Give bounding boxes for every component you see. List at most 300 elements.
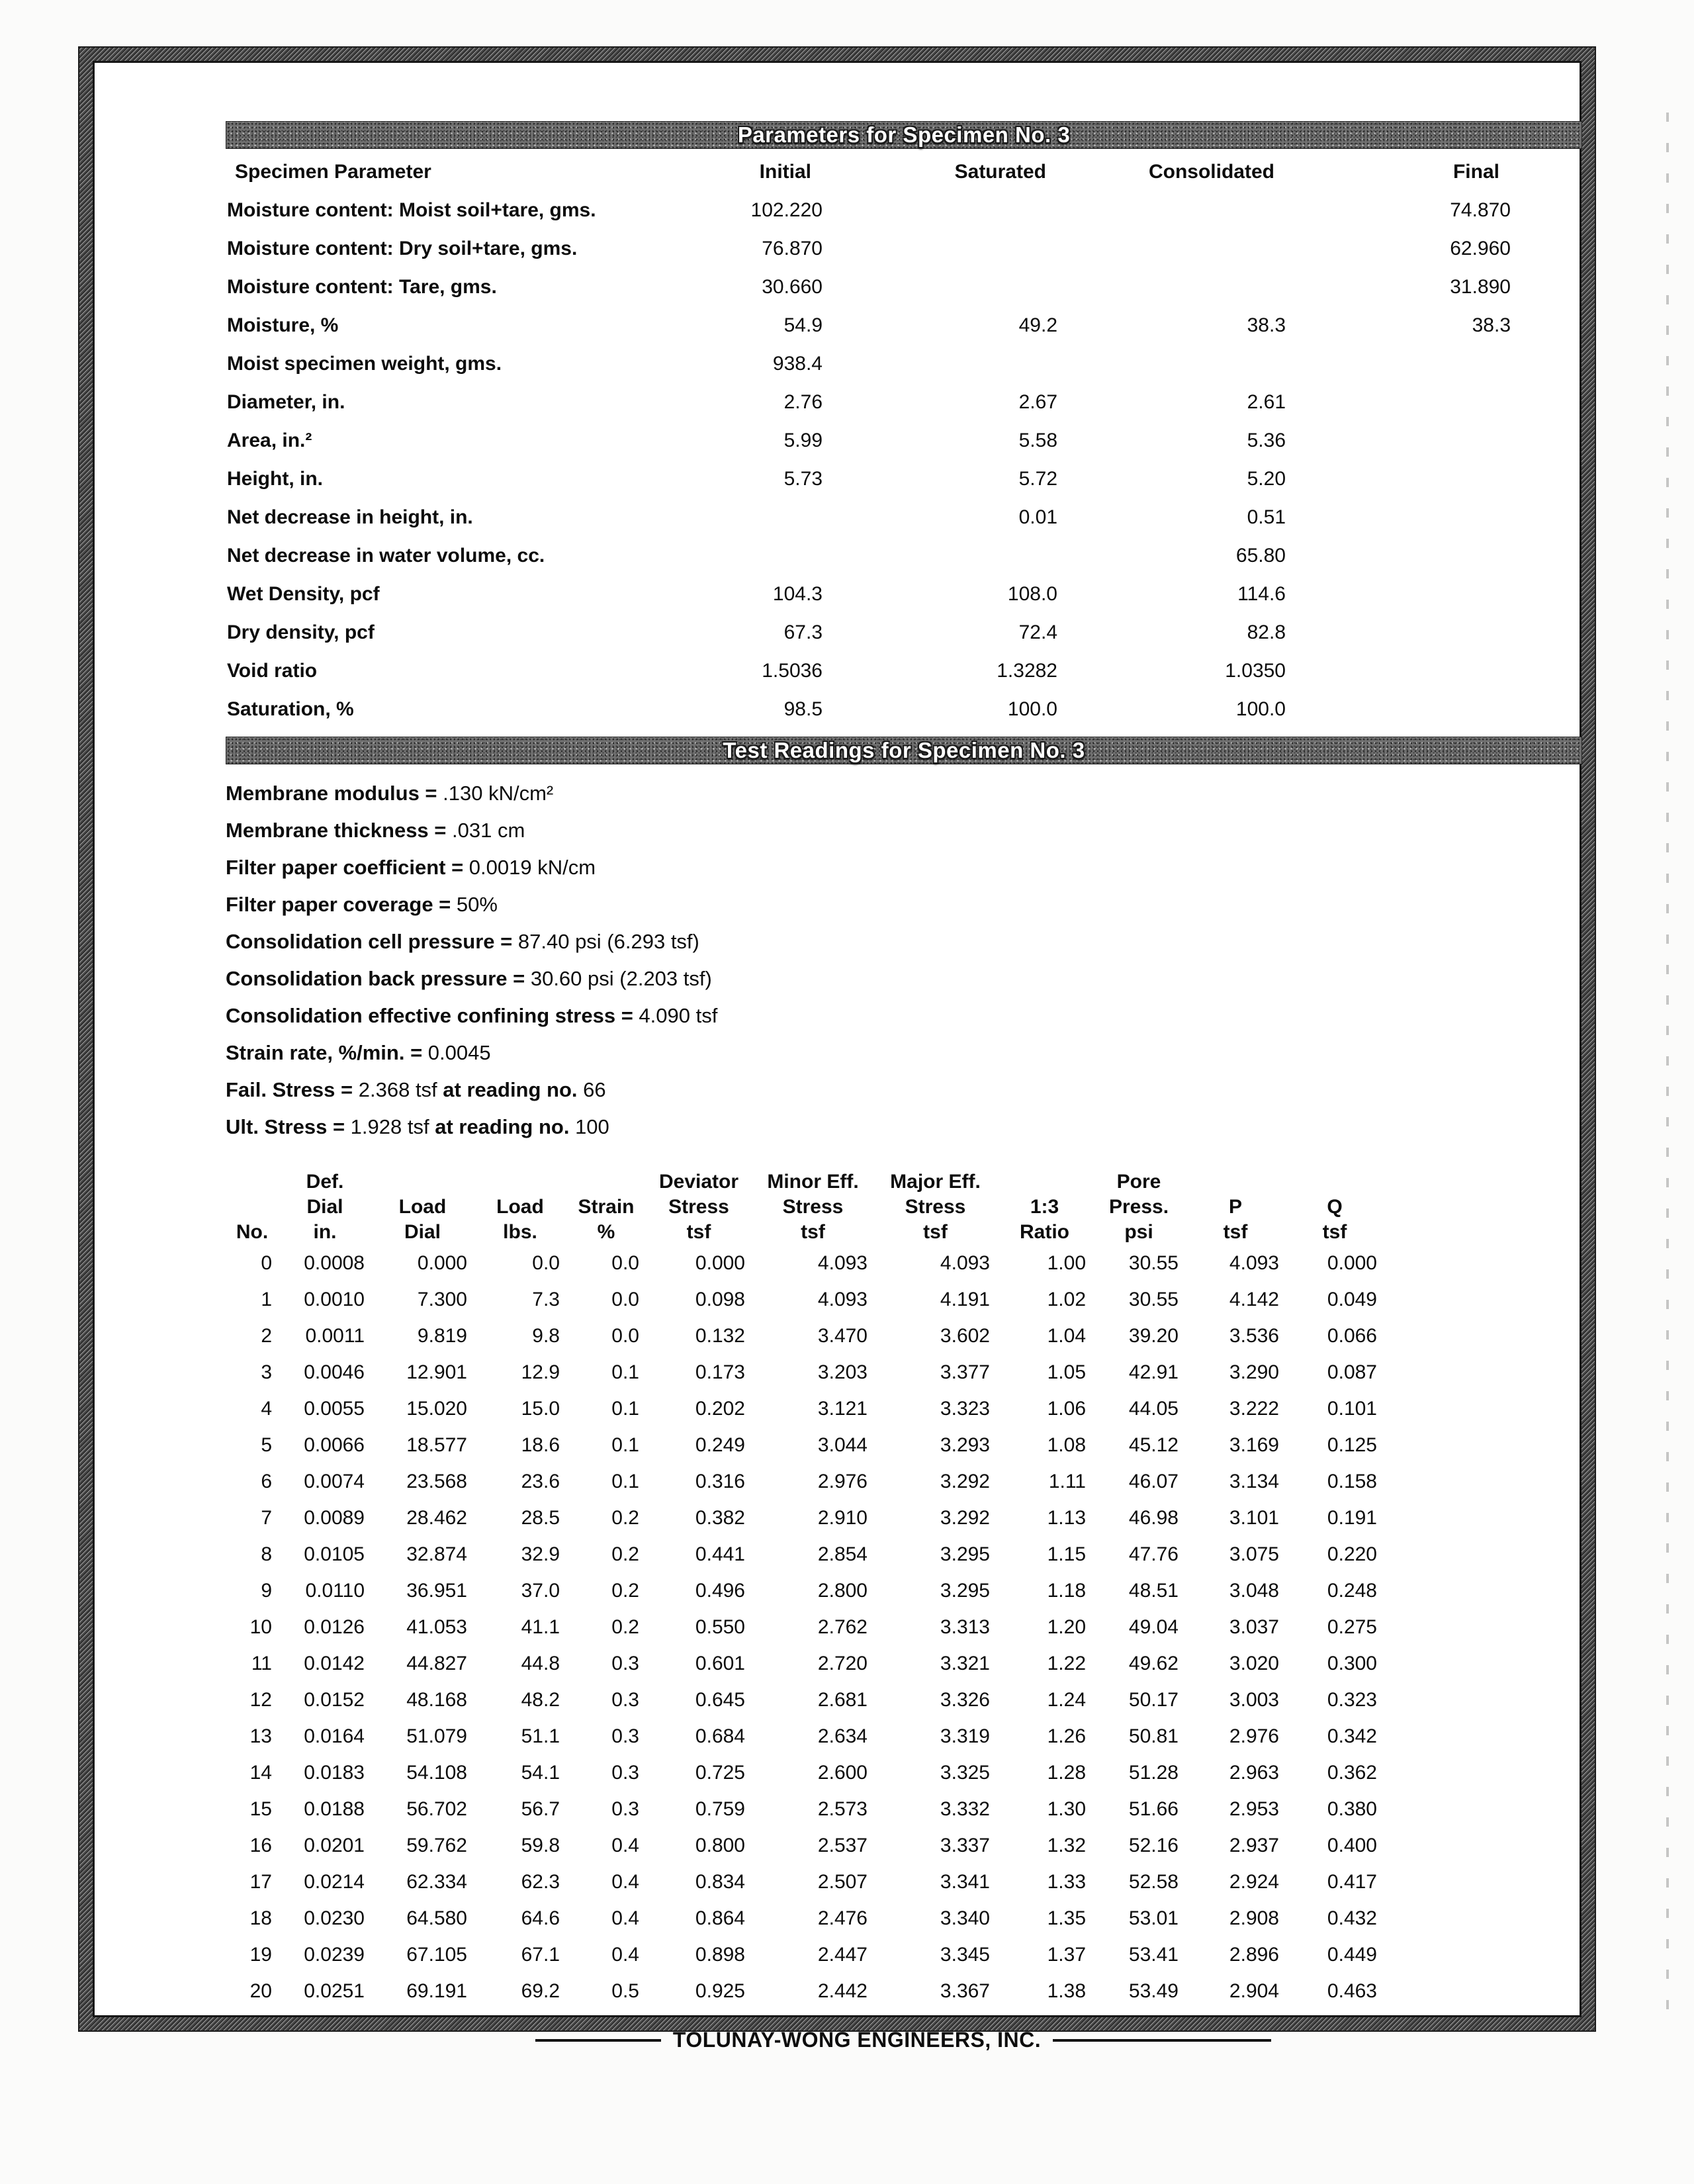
- parameter-row: [226, 460, 1516, 498]
- reading-value: 0.898: [695, 1943, 745, 1966]
- parameters-header-row: [226, 153, 1516, 191]
- col-header-final: Final: [1452, 161, 1499, 183]
- reading-value: 50.81: [1128, 1725, 1179, 1747]
- parameter-row: [226, 575, 1516, 614]
- reading-value: 44.827: [406, 1652, 467, 1674]
- info-label: Consolidation cell pressure =: [226, 930, 513, 953]
- reading-value: 3.470: [817, 1324, 868, 1347]
- parameter-label: Diameter, in.: [227, 391, 345, 413]
- reading-value: 47.76: [1128, 1543, 1179, 1565]
- test-info-line: [226, 997, 1573, 1034]
- reading-value: 1.37: [1047, 1943, 1086, 1966]
- parameter-value: [636, 537, 828, 575]
- parameter-value: [1063, 230, 1291, 268]
- parameter-value: [828, 230, 1063, 268]
- reading-value: 3.203: [817, 1361, 868, 1383]
- reading-value: 1.24: [1047, 1688, 1086, 1711]
- reading-value: 0.864: [695, 1907, 745, 1929]
- reading-value: 0.925: [695, 1979, 745, 2002]
- parameter-value: [1291, 345, 1516, 383]
- parameters-table-body: [226, 191, 1516, 729]
- reading-value: 2.447: [817, 1943, 868, 1966]
- reading-value: 3.044: [817, 1433, 868, 1456]
- reading-value: 48.51: [1128, 1579, 1179, 1602]
- reading-value: 0.3: [611, 1652, 639, 1674]
- reading-value: 3.340: [940, 1907, 990, 1929]
- test-info-line: [226, 886, 1573, 923]
- parameter-value: 102.220: [750, 199, 823, 221]
- parameter-value: 38.3: [1247, 314, 1286, 336]
- reading-value: 2.963: [1229, 1761, 1279, 1784]
- reading-number: 9: [261, 1579, 272, 1602]
- reading-number: 19: [249, 1943, 272, 1966]
- info-value: 50%: [451, 893, 498, 916]
- reading-value: 30.55: [1128, 1251, 1179, 1274]
- readings-row: [226, 1500, 1384, 1536]
- reading-value: 30.55: [1128, 1288, 1179, 1310]
- readings-table-body: [226, 1245, 1384, 2009]
- reading-value: 0.0066: [304, 1433, 365, 1456]
- reading-value: 0.0183: [304, 1761, 365, 1784]
- reading-value: 3.319: [940, 1725, 990, 1747]
- reading-value: 23.6: [521, 1470, 560, 1492]
- test-info-line: [226, 1071, 1573, 1109]
- readings-column-header: Ratio: [1020, 1221, 1069, 1243]
- parameters-table-header: [226, 153, 1516, 191]
- reading-value: 0.0126: [304, 1615, 365, 1638]
- reading-value: 0.0230: [304, 1907, 365, 1929]
- info-label: at reading no.: [443, 1078, 578, 1101]
- reading-value: 3.293: [940, 1433, 990, 1456]
- reading-value: 1.05: [1047, 1361, 1086, 1383]
- parameter-value: 108.0: [1007, 583, 1057, 605]
- parameter-value: 2.76: [783, 391, 823, 413]
- info-value: 0.0019 kN/cm: [463, 856, 596, 879]
- readings-column-header: [566, 1169, 646, 1195]
- reading-value: 52.58: [1128, 1870, 1179, 1893]
- reading-value: 2.476: [817, 1907, 868, 1929]
- col-header-initial: Initial: [759, 161, 811, 183]
- reading-value: 1.35: [1047, 1907, 1086, 1929]
- readings-column-header: Press.: [1108, 1196, 1169, 1218]
- parameter-value: [1291, 422, 1516, 460]
- info-value: .130 kN/cm²: [437, 782, 554, 805]
- reading-value: 7.300: [417, 1288, 467, 1310]
- reading-value: 0.000: [417, 1251, 467, 1274]
- reading-value: 48.168: [406, 1688, 467, 1711]
- readings-row: [226, 1900, 1384, 1936]
- reading-value: 0.759: [695, 1797, 745, 1820]
- parameter-label: Moisture content: Tare, gms.: [227, 276, 497, 298]
- reading-value: 0.0046: [304, 1361, 365, 1383]
- reading-value: 2.573: [817, 1797, 868, 1820]
- parameter-value: 54.9: [783, 314, 823, 336]
- reading-value: 0.000: [695, 1251, 745, 1274]
- reading-value: 2.600: [817, 1761, 868, 1784]
- col-header-consolidated: Consolidated: [1148, 161, 1274, 183]
- parameter-value: 0.51: [1247, 506, 1286, 528]
- reading-value: 1.08: [1047, 1433, 1086, 1456]
- reading-value: 15.020: [406, 1397, 467, 1420]
- readings-row: [226, 1281, 1384, 1318]
- parameter-value: 1.0350: [1225, 660, 1286, 682]
- reading-value: 0.049: [1327, 1288, 1377, 1310]
- reading-value: 52.16: [1128, 1834, 1179, 1856]
- readings-column-header: tsf: [1223, 1221, 1248, 1243]
- readings-row: [226, 1463, 1384, 1500]
- reading-value: 0.400: [1327, 1834, 1377, 1856]
- info-label: Ult. Stress =: [226, 1115, 345, 1138]
- parameter-value: [828, 345, 1063, 383]
- reading-value: 2.976: [817, 1470, 868, 1492]
- readings-column-header: [1185, 1169, 1286, 1195]
- parameter-value: [1063, 268, 1291, 306]
- reading-value: 62.3: [521, 1870, 560, 1893]
- readings-column-header: Deviator: [658, 1171, 739, 1193]
- reading-value: 0.249: [695, 1433, 745, 1456]
- reading-value: 51.079: [406, 1725, 467, 1747]
- reading-value: 67.1: [521, 1943, 560, 1966]
- parameter-value: 30.660: [762, 276, 823, 298]
- readings-header-row: [226, 1195, 1384, 1220]
- parameter-label: Net decrease in water volume, cc.: [227, 545, 545, 567]
- parameter-row: [226, 652, 1516, 690]
- readings-row: [226, 1609, 1384, 1645]
- scan-artifact-marks: [1666, 113, 1669, 2019]
- reading-number: 18: [249, 1907, 272, 1929]
- reading-value: 41.1: [521, 1615, 560, 1638]
- readings-row: [226, 1245, 1384, 1281]
- reading-value: 3.075: [1229, 1543, 1279, 1565]
- parameter-value: 1.5036: [762, 660, 823, 682]
- parameter-value: [636, 498, 828, 537]
- parameter-value: 31.890: [1450, 276, 1511, 298]
- reading-value: 0.066: [1327, 1324, 1377, 1347]
- test-info-line: [226, 849, 1573, 886]
- parameter-value: 72.4: [1018, 621, 1057, 643]
- parameter-value: 1.3282: [997, 660, 1057, 682]
- reading-value: 1.15: [1047, 1543, 1086, 1565]
- reading-value: 0.000: [1327, 1251, 1377, 1274]
- reading-value: 3.020: [1229, 1652, 1279, 1674]
- reading-value: 1.18: [1047, 1579, 1086, 1602]
- reading-value: 0.0201: [304, 1834, 365, 1856]
- readings-column-header: Def.: [306, 1171, 344, 1193]
- reading-value: 1.38: [1047, 1979, 1086, 2002]
- readings-column-header: in.: [313, 1221, 337, 1243]
- reading-value: 0.098: [695, 1288, 745, 1310]
- reading-value: 0.1: [611, 1470, 639, 1492]
- reading-value: 3.222: [1229, 1397, 1279, 1420]
- test-info-line: [226, 812, 1573, 849]
- reading-value: 0.275: [1327, 1615, 1377, 1638]
- reading-number: 7: [261, 1506, 272, 1529]
- reading-value: 54.108: [406, 1761, 467, 1784]
- readings-row: [226, 1390, 1384, 1427]
- parameter-row: [226, 268, 1516, 306]
- reading-value: 12.9: [521, 1361, 560, 1383]
- reading-value: 0.417: [1327, 1870, 1377, 1893]
- readings-column-header: Stress: [782, 1196, 844, 1218]
- reading-number: 17: [249, 1870, 272, 1893]
- info-value: 0.0045: [422, 1041, 491, 1064]
- reading-value: 64.580: [406, 1907, 467, 1929]
- parameter-value: 5.20: [1247, 468, 1286, 490]
- reading-value: 3.169: [1229, 1433, 1279, 1456]
- reading-value: 44.8: [521, 1652, 560, 1674]
- reading-value: 0.601: [695, 1652, 745, 1674]
- reading-value: 0.173: [695, 1361, 745, 1383]
- reading-value: 0.684: [695, 1725, 745, 1747]
- reading-number: 20: [249, 1979, 272, 2002]
- reading-number: 14: [249, 1761, 272, 1784]
- reading-value: 3.325: [940, 1761, 990, 1784]
- readings-row: [226, 1354, 1384, 1390]
- parameter-value: [1063, 345, 1291, 383]
- info-label: at reading no.: [435, 1115, 570, 1138]
- reading-value: 32.874: [406, 1543, 467, 1565]
- info-label: Filter paper coefficient =: [226, 856, 464, 879]
- reading-value: 0.3: [611, 1725, 639, 1747]
- parameter-value: [828, 191, 1063, 230]
- readings-row: [226, 1536, 1384, 1572]
- reading-value: 18.577: [406, 1433, 467, 1456]
- readings-column-header: [226, 1169, 279, 1195]
- reading-number: 0: [261, 1251, 272, 1274]
- reading-value: 0.132: [695, 1324, 745, 1347]
- parameter-row: [226, 345, 1516, 383]
- reading-value: 3.323: [940, 1397, 990, 1420]
- reading-value: 0.3: [611, 1688, 639, 1711]
- parameter-row: [226, 498, 1516, 537]
- reading-value: 69.2: [521, 1979, 560, 2002]
- reading-value: 0.316: [695, 1470, 745, 1492]
- reading-value: 56.7: [521, 1797, 560, 1820]
- parameter-value: 98.5: [783, 698, 823, 720]
- test-readings-banner: Test Readings for Specimen No. 3: [226, 737, 1582, 764]
- parameter-value: [1063, 191, 1291, 230]
- reading-value: 3.326: [940, 1688, 990, 1711]
- reading-value: 0.125: [1327, 1433, 1377, 1456]
- parameter-label: Height, in.: [227, 468, 323, 490]
- reading-value: 0.382: [695, 1506, 745, 1529]
- reading-value: 3.321: [940, 1652, 990, 1674]
- reading-number: 2: [261, 1324, 272, 1347]
- reading-value: 0.0008: [304, 1251, 365, 1274]
- info-label: Strain rate, %/min. =: [226, 1041, 423, 1064]
- readings-column-header: tsf: [1322, 1221, 1347, 1243]
- reading-value: 0.0239: [304, 1943, 365, 1966]
- parameter-value: 5.99: [783, 430, 823, 451]
- reading-value: 0.496: [695, 1579, 745, 1602]
- reading-value: 2.976: [1229, 1725, 1279, 1747]
- reading-value: 0.0: [611, 1324, 639, 1347]
- reading-value: 0.0055: [304, 1397, 365, 1420]
- reading-number: 13: [249, 1725, 272, 1747]
- info-value: 30.60 psi (2.203 tsf): [525, 967, 712, 990]
- info-label: Consolidation effective confining stress =: [226, 1004, 633, 1027]
- reading-value: 54.1: [521, 1761, 560, 1784]
- reading-value: 0.0142: [304, 1652, 365, 1674]
- reading-value: 4.093: [940, 1251, 990, 1274]
- readings-column-header: Dial: [404, 1221, 441, 1243]
- reading-value: 3.536: [1229, 1324, 1279, 1347]
- reading-value: 7.3: [532, 1288, 560, 1310]
- parameter-label: Moist specimen weight, gms.: [227, 353, 502, 375]
- footer-rule-left: [535, 2039, 661, 2042]
- reading-value: 0.441: [695, 1543, 745, 1565]
- reading-value: 3.313: [940, 1615, 990, 1638]
- reading-value: 0.3: [611, 1797, 639, 1820]
- reading-value: 67.105: [406, 1943, 467, 1966]
- reading-value: 51.28: [1128, 1761, 1179, 1784]
- info-value: 1.928 tsf: [345, 1115, 435, 1138]
- readings-column-header: P: [1228, 1196, 1242, 1218]
- reading-value: 2.910: [817, 1506, 868, 1529]
- parameter-value: 5.36: [1247, 430, 1286, 451]
- info-value: 2.368 tsf: [353, 1078, 443, 1101]
- reading-value: 0.2: [611, 1543, 639, 1565]
- parameter-value: 100.0: [1007, 698, 1057, 720]
- readings-column-header: 1:3: [1030, 1196, 1059, 1218]
- reading-value: 59.762: [406, 1834, 467, 1856]
- test-info-line: [226, 923, 1573, 960]
- reading-number: 5: [261, 1433, 272, 1456]
- parameter-row: [226, 306, 1516, 345]
- reading-value: 4.093: [1229, 1251, 1279, 1274]
- reading-value: 2.953: [1229, 1797, 1279, 1820]
- reading-value: 2.681: [817, 1688, 868, 1711]
- reading-value: 53.41: [1128, 1943, 1179, 1966]
- reading-value: 2.924: [1229, 1870, 1279, 1893]
- reading-value: 1.20: [1047, 1615, 1086, 1638]
- reading-value: 0.463: [1327, 1979, 1377, 2002]
- parameter-row: [226, 191, 1516, 230]
- parameter-row: [226, 422, 1516, 460]
- reading-value: 1.11: [1048, 1470, 1086, 1492]
- readings-column-header: Load: [496, 1196, 544, 1218]
- readings-row: [226, 1427, 1384, 1463]
- reading-value: 3.292: [940, 1470, 990, 1492]
- reading-value: 2.507: [817, 1870, 868, 1893]
- reading-value: 15.0: [521, 1397, 560, 1420]
- reading-value: 2.634: [817, 1725, 868, 1747]
- reading-value: 2.537: [817, 1834, 868, 1856]
- parameter-value: 62.960: [1450, 238, 1511, 259]
- reading-value: 2.937: [1229, 1834, 1279, 1856]
- test-info-section: [226, 775, 1573, 1146]
- readings-column-header: [226, 1195, 279, 1220]
- readings-row: [226, 1718, 1384, 1754]
- readings-column-header: Stress: [905, 1196, 966, 1218]
- info-label: Membrane thickness =: [226, 819, 447, 842]
- readings-column-header: tsf: [686, 1221, 711, 1243]
- test-info-line: [226, 1109, 1573, 1146]
- reading-value: 0.248: [1327, 1579, 1377, 1602]
- parameter-label: Net decrease in height, in.: [227, 506, 473, 528]
- reading-value: 3.037: [1229, 1615, 1279, 1638]
- reading-value: 0.0074: [304, 1470, 365, 1492]
- readings-row: [226, 1645, 1384, 1682]
- info-value: 4.090 tsf: [633, 1004, 718, 1027]
- readings-column-header: psi: [1124, 1221, 1153, 1243]
- info-label: Fail. Stress =: [226, 1078, 353, 1101]
- reading-value: 28.462: [406, 1506, 467, 1529]
- readings-row: [226, 1864, 1384, 1900]
- reading-value: 0.0011: [305, 1324, 365, 1347]
- reading-value: 0.220: [1327, 1543, 1377, 1565]
- reading-value: 0.834: [695, 1870, 745, 1893]
- col-header-specimen-parameter: Specimen Parameter: [235, 161, 431, 183]
- reading-value: 49.62: [1128, 1652, 1179, 1674]
- page-content: [93, 61, 1582, 2052]
- footer: [226, 2028, 1581, 2052]
- reading-value: 51.1: [521, 1725, 560, 1747]
- company-name: TOLUNAY-WONG ENGINEERS, INC.: [672, 2028, 1042, 2052]
- reading-value: 3.341: [940, 1870, 990, 1893]
- readings-column-header: lbs.: [503, 1221, 537, 1243]
- reading-value: 3.134: [1229, 1470, 1279, 1492]
- parameter-value: [1291, 498, 1516, 537]
- parameter-value: 114.6: [1237, 583, 1286, 605]
- reading-value: 0.191: [1327, 1506, 1377, 1529]
- reading-value: 0.2: [611, 1579, 639, 1602]
- readings-table: [226, 1169, 1384, 2009]
- reading-number: 3: [261, 1361, 272, 1383]
- reading-value: 9.8: [532, 1324, 560, 1347]
- reading-value: 37.0: [521, 1579, 560, 1602]
- reading-value: 9.819: [417, 1324, 467, 1347]
- readings-row: [226, 1754, 1384, 1791]
- parameter-label: Moisture, %: [227, 314, 339, 336]
- page-border-frame: [78, 46, 1596, 2052]
- reading-value: 32.9: [521, 1543, 560, 1565]
- reading-value: 2.442: [817, 1979, 868, 2002]
- reading-value: 1.06: [1047, 1397, 1086, 1420]
- reading-value: 0.725: [695, 1761, 745, 1784]
- reading-value: 0.2: [611, 1615, 639, 1638]
- reading-value: 1.13: [1047, 1506, 1086, 1529]
- readings-table-header: [226, 1169, 1384, 1245]
- parameter-value: 2.61: [1247, 391, 1286, 413]
- readings-row: [226, 1973, 1384, 2009]
- parameter-value: [1291, 460, 1516, 498]
- reading-value: 44.05: [1128, 1397, 1179, 1420]
- reading-value: 3.003: [1229, 1688, 1279, 1711]
- reading-value: 18.6: [521, 1433, 560, 1456]
- reading-value: 48.2: [521, 1688, 560, 1711]
- parameter-value: 38.3: [1472, 314, 1511, 336]
- readings-column-header: Dial: [306, 1196, 343, 1218]
- reading-value: 39.20: [1128, 1324, 1179, 1347]
- parameter-value: 74.870: [1450, 199, 1511, 221]
- col-header-saturated: Saturated: [954, 161, 1046, 183]
- readings-header-row: [226, 1169, 1384, 1195]
- reading-value: 0.432: [1327, 1907, 1377, 1929]
- reading-value: 3.332: [940, 1797, 990, 1820]
- reading-value: 2.762: [817, 1615, 868, 1638]
- parameter-row: [226, 383, 1516, 422]
- reading-value: 0.4: [611, 1907, 639, 1929]
- readings-column-header: Stress: [668, 1196, 729, 1218]
- reading-value: 0.0010: [304, 1288, 365, 1310]
- parameter-value: 76.870: [762, 238, 823, 259]
- reading-value: 0.3: [611, 1761, 639, 1784]
- reading-value: 41.053: [406, 1615, 467, 1638]
- readings-column-header: [474, 1169, 566, 1195]
- reading-value: 3.367: [940, 1979, 990, 2002]
- reading-value: 0.2: [611, 1506, 639, 1529]
